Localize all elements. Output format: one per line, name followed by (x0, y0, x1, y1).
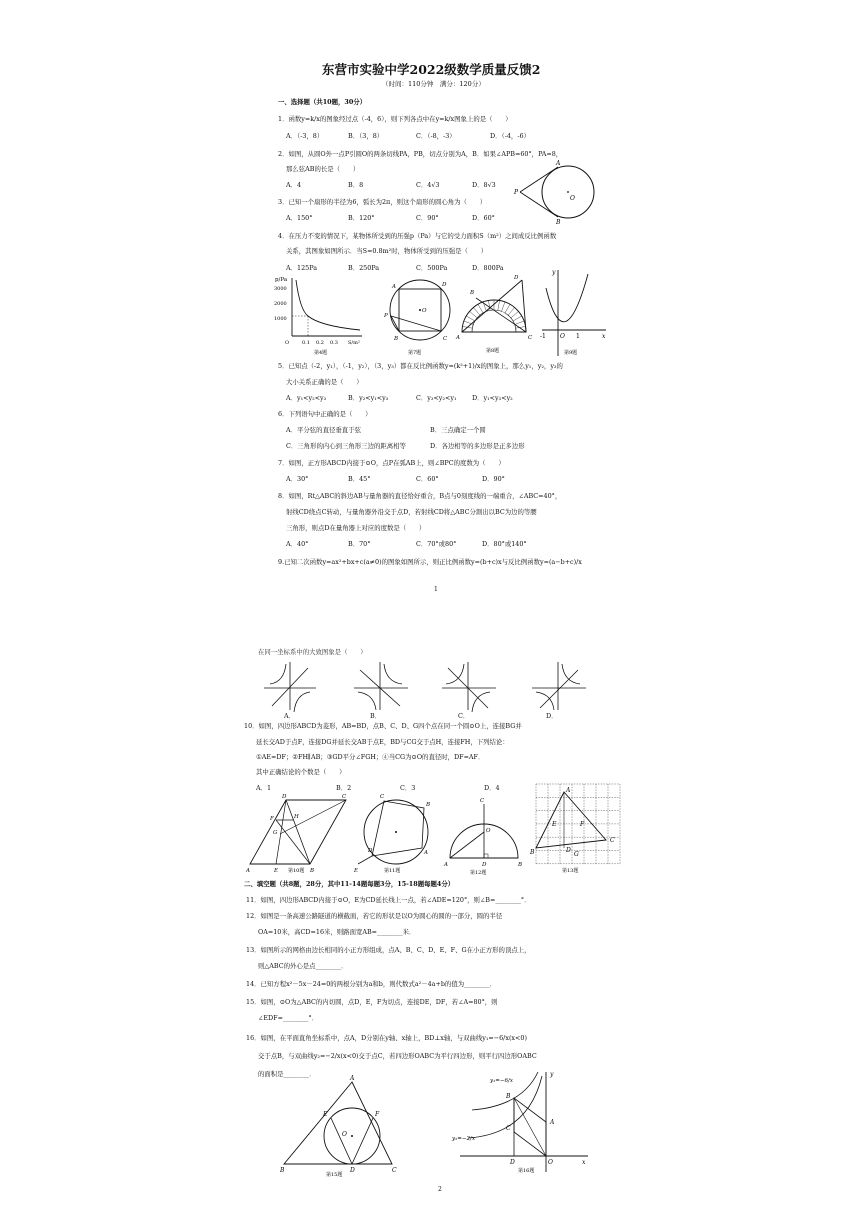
q9-option-a-graph (264, 662, 316, 712)
question-6: 6．下列语句中正确的是（ ） (278, 410, 372, 418)
fig16-label: D (510, 1159, 515, 1166)
protractor-tick (473, 307, 479, 315)
question-1: 1．函数y=k/x的图象经过点（-4，6），则下列各点中在y=k/x图象上的是（ ） (278, 115, 512, 123)
q6-option-d: D．各边相等的多边形是正多边形 (430, 442, 525, 450)
q10-option-a: A．1 (256, 784, 272, 792)
fig8-label: C (528, 335, 533, 341)
fig16-label: A (550, 1119, 555, 1126)
fig7-caption: 第7题 (408, 350, 422, 356)
fig8-label: D (514, 275, 519, 281)
fig11-label: E (354, 868, 359, 874)
fig10-label: B (310, 868, 315, 874)
fig10-caption: 第10题 (288, 868, 305, 874)
question-5-line2: 大小关系正确的是（ ） (286, 378, 363, 386)
fig15-label: O (342, 1131, 347, 1138)
question-16-line3: 的面积是________． (258, 1070, 316, 1078)
q9-option-c: C． (458, 712, 470, 720)
fig4-xlabel: S/m² (348, 340, 360, 346)
fig13-label: G (574, 851, 579, 858)
fig11-label: B (426, 802, 431, 808)
q3-option-b: B．120° (348, 214, 375, 222)
protractor-tick (498, 300, 500, 310)
fig7-label: P (384, 313, 388, 319)
q4-option-b: B．250Pa (348, 264, 380, 272)
fig9-label: x (602, 333, 606, 340)
q4-option-c: C．500Pa (416, 264, 448, 272)
fig13-label: D (566, 847, 571, 854)
fig4-origin: O (285, 340, 290, 346)
q9-option-c-graph (442, 662, 496, 712)
fig4-xtick: 0.2 (316, 340, 324, 346)
fig7-label: O (422, 308, 427, 314)
q2-option-d: D．8√3 (472, 181, 496, 189)
fig16-label: C (506, 1125, 511, 1132)
fig10-label: H (294, 814, 299, 820)
fig4-ytick: 1000 (274, 316, 287, 322)
question-4-line2: 关系，其图象如图所示．当S=0.8m²时，物体所受到的压强是（ ） (286, 247, 488, 255)
question-16-line2: 交于点B，与双曲线y₂=−2/x(x<0)交于点C，若四边形OABC为平行四边形，则平行四边形OABC (258, 1052, 537, 1060)
fig15-label: C (392, 1167, 397, 1174)
fig7-label: D (442, 282, 447, 288)
fig9-caption: 第9题 (564, 350, 578, 356)
q10-option-c: C．3 (400, 784, 416, 792)
fig12-label: D (482, 862, 487, 868)
fig13-label: B (530, 849, 535, 856)
figure-12 (444, 792, 524, 874)
q4-option-d: D．800Pa (472, 264, 504, 272)
protractor-tick (508, 307, 514, 315)
fig11-label: D (368, 848, 373, 854)
fig16-label: y₁=−6/x (490, 1078, 513, 1084)
question-10-line3: ①AE=DF；②FH∥AB；③GD平分∠FGH；④当CG为⊙O的直径时，DF=AF． (256, 753, 485, 761)
q8-option-a: A．40° (286, 540, 309, 548)
figure-7 (380, 274, 458, 358)
fig15-label: B (280, 1167, 285, 1174)
q10-option-b: B．2 (336, 784, 352, 792)
fig4-xtick: 0.1 (302, 340, 310, 346)
q1-option-c: C．（-8，-3） (416, 132, 456, 140)
fig4-xtick: 0.3 (330, 340, 338, 346)
q1-option-b: B．（3，8） (348, 132, 384, 140)
question-10-line4: 其中正确结论的个数是（ ） (256, 768, 346, 776)
fig4-ytick: 3000 (274, 286, 287, 292)
question-8-line1: 8．如图，Rt△ABC的斜边AB与量角器的直径恰好重合，B点与0刻度线的一端重合，∠ABC=40°， (278, 492, 562, 500)
section-fill-heading: 二、填空题（共8题，28分，其中11-14题每题3分，15-18题每题4分） (244, 880, 455, 888)
figure-15 (280, 1076, 400, 1176)
fig15-label: D (350, 1167, 355, 1174)
q3-option-d: D．60° (472, 214, 495, 222)
question-9-continued: 在同一坐标系中的大致图象是（ ） (258, 648, 367, 656)
q7-option-a: A．30° (286, 475, 309, 483)
fig7-label: C (443, 336, 448, 342)
q2-option-c: C．4√3 (416, 181, 440, 189)
figure-9 (538, 266, 610, 358)
q8-option-b: B．70° (348, 540, 371, 548)
fig10-label: E (274, 868, 279, 874)
svg-text:O: O (570, 195, 575, 202)
exam-subtitle: （时间：110分钟 满分：120分） (382, 80, 485, 88)
q4-option-a: A．125Pa (286, 264, 318, 272)
fig10-label: C (342, 794, 347, 800)
protractor-tick (466, 316, 475, 321)
fig9-label: 1 (576, 333, 580, 340)
fig8-label: B (470, 290, 475, 296)
svg-text:A: A (556, 160, 561, 167)
question-2-line2: 那么弦AB的长是（ ） (286, 165, 360, 173)
page-number: 2 (438, 1186, 442, 1193)
protractor-tick (478, 304, 483, 313)
protractor-tick (505, 304, 510, 313)
exam-title: 东营市实验中学2022级数学质量反馈2 (322, 62, 541, 77)
q10-option-d: D．4 (484, 784, 500, 792)
fig15-caption: 第15题 (326, 1172, 343, 1178)
fig13-label: A (566, 787, 571, 794)
exam-page-1 (262, 40, 610, 600)
fig4-caption: 第4题 (314, 350, 328, 356)
question-7: 7．如图，正方形ABCD内接于⊙O，点P在弧AB上，则∠BPC的度数为（ ） (278, 459, 505, 467)
q6-option-a: A．平分弦的直径垂直于弦 (286, 426, 361, 434)
protractor-tick (515, 321, 524, 324)
figure-8 (456, 272, 536, 358)
question-10-line1: 10．如图，四边形ABCD为菱形，AB=BD，点B、C、D、G四个点在同一个圆⊙O上，连接BG并 (244, 722, 522, 730)
q5-option-c: C．y₃<y₂<y₁ (416, 394, 457, 402)
fig16-label: y₂=−2/x (452, 1136, 475, 1142)
question-15-line2: ∠EDF=________°． (258, 1014, 319, 1022)
fig16-caption: 第16题 (518, 1168, 535, 1174)
fig12-label: B (518, 862, 523, 868)
q2-figure (514, 158, 594, 224)
fig10-label: D (282, 794, 287, 800)
question-12-line1: 12．如图是一条高速公路隧道的横截面，若它的形状是以O为圆心的圆的一部分，圆的半径 (246, 912, 503, 920)
q9-option-a: A． (284, 712, 296, 720)
section-choice-heading: 一、选择题（共10题，30分） (278, 98, 367, 106)
question-10-line2: 延长交AD于点F，连接DG并延长交AB于点E，BD与CG交于点H，连接FH，下列结论： (256, 738, 509, 746)
question-5-line1: 5．已知点（-2，y₁），（-1，y₂），（3，y₃）都在反比例函数y=(k²+1)/x的图象上，那么y₁，y₂，y₃的 (278, 362, 563, 370)
q3-option-c: C．90° (416, 214, 439, 222)
fig16-label: O (548, 1159, 553, 1166)
fig4-ylabel: p/Pa (275, 277, 288, 283)
q5-option-d: D．y₁<y₃<y₂ (472, 394, 513, 402)
fig11-label: A (424, 850, 428, 856)
figure-4 (274, 274, 366, 358)
q1-option-a: A．（-3，8） (286, 132, 324, 140)
figure-16 (452, 1068, 592, 1176)
fig8-label: A (456, 335, 460, 341)
question-13-line2: 则△ABC的外心是点________． (258, 962, 348, 970)
fig4-ytick: 2000 (274, 301, 287, 307)
fig15-label: E (323, 1111, 328, 1118)
fig10-label: F (270, 816, 274, 822)
fig15-label: A (350, 1075, 355, 1082)
fig12-caption: 第12题 (470, 870, 487, 876)
question-16-line1: 16．如图，在平面直角坐标系中，点A，D分别在y轴、x轴上，BD⊥x轴，与双曲线y₁=−6/x(x<0) (246, 1034, 527, 1042)
q2-option-a: A．4 (286, 181, 302, 189)
question-13-line1: 13．如图所示的网格由边长相同的小正方形组成，点A、B、C、D、E、F、G在小正方形的顶点上， (246, 946, 531, 954)
question-4-line1: 4．在压力不变的情况下，某物体所受到的压强p（Pa）与它的受力面积S（m²）之间成反比例函数 (278, 232, 557, 240)
q3-option-a: A．150° (286, 214, 313, 222)
q8-option-d: D．80°或140° (482, 540, 527, 548)
question-8-line3: 三角形，则点D在量角器上对应的度数是（ ） (286, 524, 426, 532)
fig8-caption: 第8题 (486, 348, 500, 354)
fig10-label: A (246, 868, 250, 874)
q9-option-d: D． (546, 712, 558, 720)
fig12-label: C (480, 798, 485, 804)
figure-11 (354, 792, 438, 874)
exam-page-2 (240, 632, 642, 1198)
protractor-tick (513, 316, 522, 321)
question-8-line2: 射线CD绕点C转动，与量角器外沿交于点D，若射线CD将△ABC分割出以BC为边的等腰 (286, 508, 537, 516)
figure-10 (246, 792, 352, 874)
q9-option-graphs (262, 658, 632, 714)
question-9: 9.已知二次函数y=ax²+bx+c(a≠0)的图象如图所示，则正比例函数y=(b+c)x与反比例函数y=(a−b+c)/x (278, 558, 582, 566)
q7-option-c: C．60° (416, 475, 439, 483)
protractor-tick (511, 311, 519, 317)
question-2-line1: 2．如图，从圆O外一点P引圆O的两条切线PA，PB，切点分别为A，B．如果∠APB=60°，PA=8， (278, 150, 563, 158)
question-12-line2: OA=10米，高CD=16米，则路面宽AB=________米． (258, 928, 416, 936)
fig16-label: y (550, 1071, 554, 1078)
fig9-label: O (560, 333, 565, 340)
question-3: 3．已知一个扇形的半径为6，弧长为2π，则这个扇形的圆心角为（ ） (278, 198, 487, 206)
fig13-label: E (552, 821, 557, 828)
svg-text:P: P (514, 189, 519, 196)
question-15-line1: 15．如图，⊙O为△ABC的内切圆，点D，E，F为切点，连接DE，DF，若∠A=80°，则 (246, 998, 498, 1006)
fig11-label: C (380, 794, 385, 800)
q9-option-b-graph (354, 662, 408, 710)
fig15-label: F (375, 1111, 380, 1118)
q7-option-b: B．45° (348, 475, 371, 483)
q9-option-b: B． (370, 712, 382, 720)
fig11-caption: 第11题 (384, 868, 401, 874)
q6-option-b: B．三点确定一个圆 (430, 426, 486, 434)
fig7-label: B (394, 336, 399, 342)
q8-option-c: C．70°或80° (416, 540, 457, 548)
fig9-label: -1 (540, 333, 546, 340)
protractor-tick (469, 311, 477, 317)
q6-option-c: C．三角形的内心到三角形三边的距离相等 (286, 442, 406, 450)
fig10-label: G (273, 830, 278, 836)
q9-option-d-graph (532, 662, 586, 710)
fig16-label: B (506, 1093, 511, 1100)
fig9-label: y (552, 269, 556, 276)
protractor-tick (502, 302, 505, 311)
fig13-caption: 第13题 (562, 868, 579, 874)
q7-option-d: D．90° (482, 475, 505, 483)
figure-13 (528, 784, 628, 874)
fig12-label: A (444, 862, 448, 868)
q5-option-a: A．y₁<y₂<y₃ (286, 394, 327, 402)
q5-option-b: B．y₂<y₁<y₃ (348, 394, 389, 402)
fig16-label: x (582, 1159, 586, 1166)
fig12-label: O (486, 828, 491, 834)
q1-option-d: D．（-4，-6） (490, 132, 530, 140)
fig13-label: C (610, 837, 615, 844)
fig13-label: F (580, 821, 585, 828)
page-number: 1 (434, 586, 438, 593)
question-11: 11．如图，四边形ABCD内接于⊙O，E为CD延长线上一点，若∠ADE=120°，则∠B=________°． (246, 896, 531, 904)
fig7-label: A (392, 284, 396, 290)
question-14: 14．已知方程x²－5x－24=0的两根分别为a和b，则代数式a²－4a+b的值为________． (246, 980, 497, 988)
q2-option-b: B．8 (348, 181, 364, 189)
svg-text:B: B (556, 219, 561, 226)
